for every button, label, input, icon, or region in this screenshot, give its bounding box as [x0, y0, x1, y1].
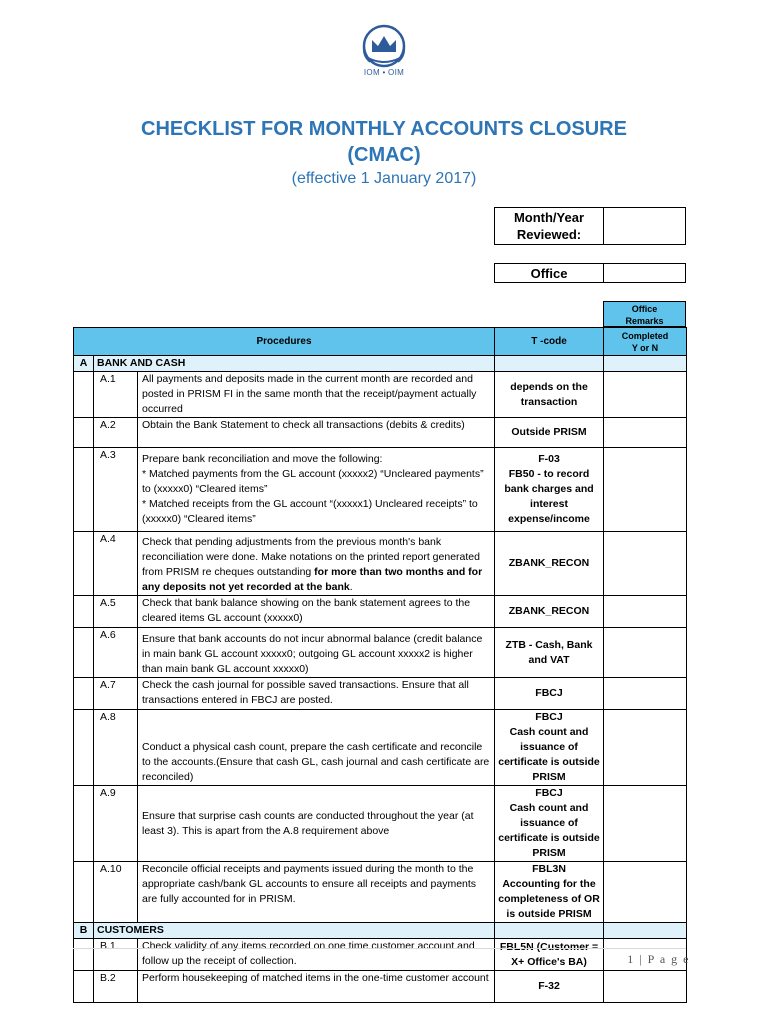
tcode-line: FB50 - to record bank charges and interest expense/income — [504, 468, 594, 525]
row-spacer — [74, 596, 94, 628]
section-letter: B — [74, 923, 94, 939]
tcode-line: FBL3N — [532, 863, 566, 875]
row-number: B.2 — [94, 971, 138, 1003]
row-spacer — [74, 418, 94, 448]
row-completed-cell[interactable] — [604, 418, 687, 448]
table-row — [74, 372, 687, 418]
section-title: CUSTOMERS — [94, 923, 495, 939]
section-title: BANK AND CASH — [94, 356, 495, 372]
table-row — [74, 862, 687, 923]
row-completed-cell[interactable] — [604, 448, 687, 532]
row-completed-cell[interactable] — [604, 786, 687, 862]
completed-header-line-2: Y or N — [631, 342, 659, 353]
row-number: A.9 — [94, 786, 138, 862]
row-number: A.5 — [94, 596, 138, 628]
title-line-2: (CMAC) — [347, 144, 421, 166]
tcode-line: F-03 — [538, 453, 560, 465]
row-completed-cell[interactable] — [604, 678, 687, 710]
row-procedure — [138, 448, 495, 532]
month-year-label-line-1: Month/Year — [513, 210, 585, 225]
logo-text: IOM • OIM — [363, 68, 405, 77]
month-year-value[interactable] — [604, 208, 685, 244]
procedure-bold-text: for more than two months and for any deposits not yet recorded at the bank — [142, 566, 483, 593]
row-spacer — [74, 710, 94, 786]
row-procedure: Check that bank balance showing on the bank statement agrees to the cleared items GL account (xxxxx0) — [138, 596, 495, 628]
office-value[interactable] — [604, 264, 685, 282]
row-procedure: Check validity of any items recorded on one time customer account and follow up the receipt of collection. — [138, 939, 495, 971]
page-number: 1 | P a g e — [627, 952, 690, 966]
row-tcode: depends on the transaction — [495, 372, 604, 418]
row-procedure: Ensure that bank accounts do not incur abnormal balance (credit balance in main bank GL account xxxxx0; outgoing GL account xxxxx2 is higher than main bank GL account xxxxx0) — [138, 628, 495, 678]
completed-header-line-1: Completed — [621, 330, 669, 341]
table-row — [74, 971, 687, 1003]
row-tcode — [495, 786, 604, 862]
section-completed-cell — [604, 356, 687, 372]
row-number: A.4 — [94, 532, 138, 596]
procedure-line: * Matched payments from the GL account (xxxxx2) “Uncleared payments” to (xxxxx0) “Cleared items” — [142, 468, 484, 495]
month-year-field — [494, 207, 686, 245]
row-spacer — [74, 862, 94, 923]
row-tcode — [495, 862, 604, 923]
row-number: A.1 — [94, 372, 138, 418]
row-completed-cell[interactable] — [604, 372, 687, 418]
title-line-1: CHECKLIST FOR MONTHLY ACCOUNTS CLOSURE — [141, 118, 627, 140]
procedure-line: Prepare bank reconciliation and move the following: — [142, 453, 383, 465]
row-procedure: Reconcile official receipts and payments issued during the month to the appropriate cash/bank GL accounts to ensure all receipts and payments are fully accounted for in PRISM. — [138, 862, 495, 923]
row-spacer — [74, 971, 94, 1003]
table-header-row — [74, 328, 687, 356]
row-number: A.8 — [94, 710, 138, 786]
row-number: A.6 — [94, 628, 138, 678]
page-title — [90, 116, 678, 168]
remarks-header-line-1: Office — [631, 304, 658, 314]
row-spacer — [74, 532, 94, 596]
procedure-end: . — [349, 581, 353, 593]
row-tcode: FBL5N (Customer = X+ Office's BA) — [495, 939, 604, 971]
row-tcode — [495, 710, 604, 786]
table-row — [74, 448, 687, 532]
tcode-line: Cash count and issuance of certificate is outside PRISM — [498, 726, 600, 783]
completed-header — [604, 328, 687, 356]
row-completed-cell[interactable] — [604, 862, 687, 923]
table-row — [74, 628, 687, 678]
tcode-line: FBCJ — [535, 711, 563, 723]
row-completed-cell[interactable] — [604, 971, 687, 1003]
row-procedure: Perform housekeeping of matched items in the one-time customer account — [138, 971, 495, 1003]
row-number: A.2 — [94, 418, 138, 448]
footer-divider — [73, 948, 686, 949]
row-tcode: Outside PRISM — [495, 418, 604, 448]
remarks-header-line-2: Remarks — [625, 316, 664, 326]
row-procedure: Ensure that surprise cash counts are conducted throughout the year (at least 3). This is apart from the A.8 requirement above — [138, 786, 495, 862]
tcode-line: Accounting for the completeness of OR is outside PRISM — [498, 878, 600, 920]
row-completed-cell[interactable] — [604, 628, 687, 678]
row-procedure: Conduct a physical cash count, prepare the cash certificate and reconcile to the accounts.(Ensure that cash GL, cash journal and cash certificate are reconciled) — [138, 710, 495, 786]
procedure-line: * Matched receipts from the GL account “(xxxxx1) Uncleared receipts” to (xxxxx0) “Cleared items” — [142, 498, 478, 525]
row-completed-cell[interactable] — [604, 710, 687, 786]
section-letter: A — [74, 356, 94, 372]
row-spacer — [74, 448, 94, 532]
procedure-text: Check that pending adjustments from the previous month's bank reconciliation were done. Make notations on the printed report generated from PRISM re cheques outstanding — [142, 536, 480, 578]
row-tcode: F-32 — [495, 971, 604, 1003]
table-row — [74, 532, 687, 596]
row-number: A.3 — [94, 448, 138, 532]
section-completed-cell — [604, 923, 687, 939]
table-row — [74, 418, 687, 448]
row-procedure — [138, 532, 495, 596]
table-row — [74, 786, 687, 862]
procedures-header: Procedures — [74, 328, 495, 356]
row-tcode: ZBANK_RECON — [495, 532, 604, 596]
row-procedure: Obtain the Bank Statement to check all transactions (debits & credits) — [138, 418, 495, 448]
section-row-b — [74, 923, 687, 939]
row-tcode — [495, 448, 604, 532]
tcode-line: Cash count and issuance of certificate is outside PRISM — [498, 802, 600, 859]
month-year-label — [495, 208, 604, 244]
table-row — [74, 678, 687, 710]
row-procedure: All payments and deposits made in the current month are recorded and posted in PRISM FI in the same month that the receipt/payment actually occurred — [138, 372, 495, 418]
page-subtitle: (effective 1 January 2017) — [291, 170, 477, 187]
office-field — [494, 263, 686, 283]
row-completed-cell[interactable] — [604, 532, 687, 596]
section-tcode-cell — [495, 923, 604, 939]
tcode-line: FBCJ — [535, 787, 563, 799]
row-number: B.1. — [94, 939, 138, 971]
row-spacer — [74, 939, 94, 971]
row-tcode: ZBANK_RECON — [495, 596, 604, 628]
table-row — [74, 710, 687, 786]
table-row — [74, 596, 687, 628]
row-spacer — [74, 372, 94, 418]
office-label: Office — [495, 264, 604, 282]
row-number: A.10 — [94, 862, 138, 923]
section-tcode-cell — [495, 356, 604, 372]
row-spacer — [74, 786, 94, 862]
office-remarks-header — [603, 301, 686, 327]
checklist-table — [73, 327, 687, 1003]
tcode-header: T -code — [495, 328, 604, 356]
row-spacer — [74, 678, 94, 710]
row-spacer — [74, 628, 94, 678]
section-row-a — [74, 356, 687, 372]
row-tcode: ZTB - Cash, Bank and VAT — [495, 628, 604, 678]
row-procedure: Check the cash journal for possible saved transactions. Ensure that all transactions entered in FBCJ are posted. — [138, 678, 495, 710]
row-tcode: FBCJ — [495, 678, 604, 710]
month-year-label-line-2: Reviewed: — [516, 227, 582, 242]
row-number: A.7 — [94, 678, 138, 710]
row-completed-cell[interactable] — [604, 596, 687, 628]
